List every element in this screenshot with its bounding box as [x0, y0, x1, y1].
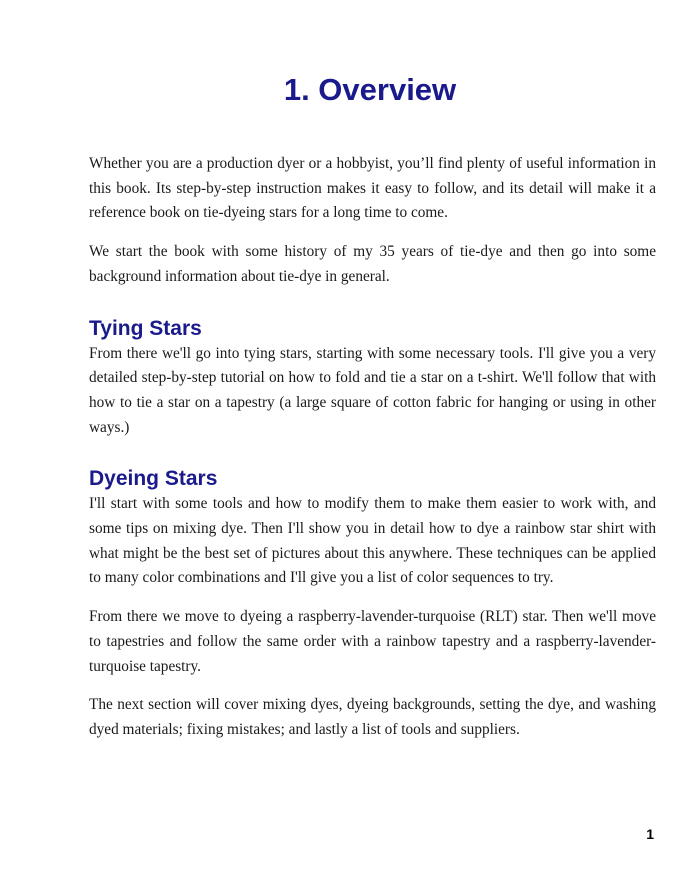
- content-body: [89, 152, 656, 757]
- section-paragraph: The next section will cover mixing dyes, dyeing backgrounds, setting the dye, and washing dyed materials; fixing mistakes; and lastly a list of tools and suppliers.: [89, 696, 656, 738]
- section-paragraph: From there we move to dyeing a raspberry-lavender-turquoise (RLT) star. Then we'll move to tapestries and follow the same order with a rainbow tapestry and a raspberry-lavender-turquoise tapestry.: [89, 608, 656, 675]
- section-paragraph: I'll start with some tools and how to modify them to make them easier to work with, and some tips on mixing dye. Then I'll show you in detail how to dye a rainbow star shirt with what might be the best set of pictures about this anywhere. These techniques can be applied to many color combinations and I'll give you a list of color sequences to try.: [89, 495, 656, 587]
- intro-paragraph: We start the book with some history of my 35 years of tie-dye and then go into some background information about tie-dye in general.: [89, 243, 656, 285]
- section-paragraph: From there we'll go into tying stars, starting with some necessary tools. I'll give you a very detailed step-by-step tutorial on how to fold and tie a star on a t-shirt. We'll follow that with how to tie a star on a tapestry (a large square of cotton fabric for hanging or using in other ways.): [89, 344, 656, 436]
- page-number: 1: [646, 826, 654, 842]
- section-heading-dyeing-stars: Dyeing Stars: [89, 467, 218, 491]
- section-heading-tying-stars: Tying Stars: [89, 316, 202, 340]
- page-title: 1. Overview: [283, 72, 457, 107]
- intro-paragraph: Whether you are a production dyer or a hobbyist, you’ll find plenty of useful information in this book. Its step-by-step instruction makes it easy to follow, and its detail will make it a reference book on tie-dyeing stars for a long time to come.: [89, 155, 656, 222]
